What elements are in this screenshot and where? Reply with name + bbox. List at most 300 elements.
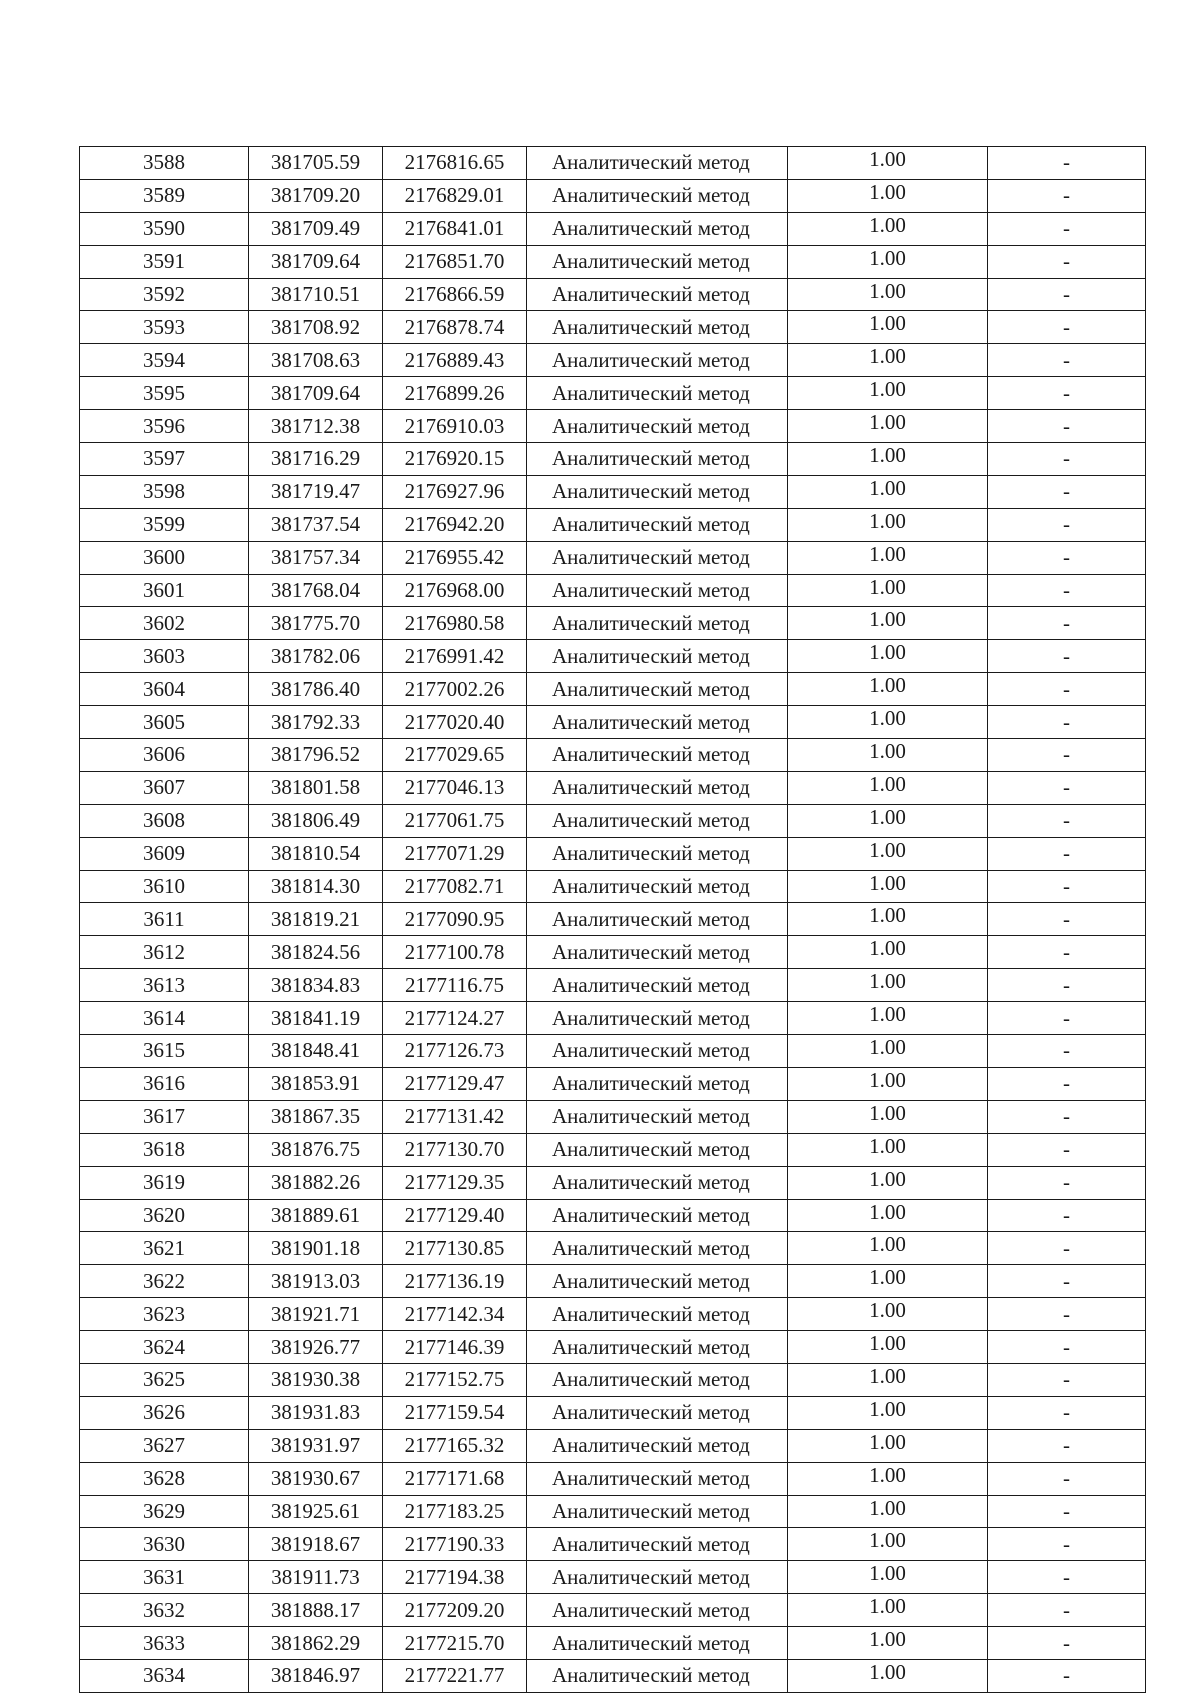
method-cell: Аналитический метод: [527, 1298, 788, 1331]
table-row: [80, 278, 1146, 311]
error-value-cell: 1.00: [788, 344, 988, 377]
x-coordinate-cell: 381876.75: [249, 1133, 383, 1166]
error-value-cell: 1.00: [788, 1528, 988, 1561]
method-cell: Аналитический метод: [527, 508, 788, 541]
method-cell: Аналитический метод: [527, 1331, 788, 1364]
y-coordinate-cell: 2177071.29: [383, 837, 527, 870]
point-number-cell: 3599: [80, 508, 249, 541]
x-coordinate-cell: 381814.30: [249, 870, 383, 903]
dash-cell: -: [988, 1594, 1146, 1627]
method-cell: Аналитический метод: [527, 1528, 788, 1561]
table-row: [80, 344, 1146, 377]
y-coordinate-cell: 2177130.70: [383, 1133, 527, 1166]
point-number-cell: 3625: [80, 1363, 249, 1396]
table-row: [80, 1232, 1146, 1265]
y-coordinate-cell: 2176889.43: [383, 344, 527, 377]
point-number-cell: 3612: [80, 936, 249, 969]
y-coordinate-cell: 2176927.96: [383, 475, 527, 508]
error-value-cell: 1.00: [788, 147, 988, 180]
y-coordinate-cell: 2177124.27: [383, 1002, 527, 1035]
dash-cell: -: [988, 443, 1146, 476]
method-cell: Аналитический метод: [527, 837, 788, 870]
dash-cell: -: [988, 969, 1146, 1002]
method-cell: Аналитический метод: [527, 1002, 788, 1035]
point-number-cell: 3601: [80, 574, 249, 607]
table-row: [80, 443, 1146, 476]
x-coordinate-cell: 381862.29: [249, 1627, 383, 1660]
dash-cell: -: [988, 179, 1146, 212]
point-number-cell: 3602: [80, 607, 249, 640]
dash-cell: -: [988, 1396, 1146, 1429]
method-cell: Аналитический метод: [527, 574, 788, 607]
x-coordinate-cell: 381848.41: [249, 1035, 383, 1068]
table-row: [80, 870, 1146, 903]
error-value-cell: 1.00: [788, 607, 988, 640]
point-number-cell: 3604: [80, 673, 249, 706]
point-number-cell: 3588: [80, 147, 249, 180]
point-number-cell: 3608: [80, 804, 249, 837]
y-coordinate-cell: 2177129.47: [383, 1067, 527, 1100]
method-cell: Аналитический метод: [527, 1232, 788, 1265]
table-row: [80, 1002, 1146, 1035]
point-number-cell: 3607: [80, 771, 249, 804]
point-number-cell: 3622: [80, 1265, 249, 1298]
method-cell: Аналитический метод: [527, 1396, 788, 1429]
y-coordinate-cell: 2177146.39: [383, 1331, 527, 1364]
dash-cell: -: [988, 1462, 1146, 1495]
error-value-cell: 1.00: [788, 1363, 988, 1396]
error-value-cell: 1.00: [788, 1265, 988, 1298]
x-coordinate-cell: 381709.49: [249, 212, 383, 245]
y-coordinate-cell: 2177061.75: [383, 804, 527, 837]
dash-cell: -: [988, 1265, 1146, 1298]
table-row: [80, 1265, 1146, 1298]
table-row: [80, 1659, 1146, 1692]
method-cell: Аналитический метод: [527, 673, 788, 706]
error-value-cell: 1.00: [788, 1594, 988, 1627]
dash-cell: -: [988, 837, 1146, 870]
table-row: [80, 1429, 1146, 1462]
error-value-cell: 1.00: [788, 1396, 988, 1429]
y-coordinate-cell: 2176942.20: [383, 508, 527, 541]
point-number-cell: 3633: [80, 1627, 249, 1660]
method-cell: Аналитический метод: [527, 1495, 788, 1528]
y-coordinate-cell: 2176829.01: [383, 179, 527, 212]
y-coordinate-cell: 2177165.32: [383, 1429, 527, 1462]
error-value-cell: 1.00: [788, 1627, 988, 1660]
error-value-cell: 1.00: [788, 1659, 988, 1692]
table-row: [80, 1396, 1146, 1429]
error-value-cell: 1.00: [788, 212, 988, 245]
dash-cell: -: [988, 870, 1146, 903]
dash-cell: -: [988, 607, 1146, 640]
table-row: [80, 245, 1146, 278]
y-coordinate-cell: 2177100.78: [383, 936, 527, 969]
error-value-cell: 1.00: [788, 1166, 988, 1199]
x-coordinate-cell: 381768.04: [249, 574, 383, 607]
dash-cell: -: [988, 1002, 1146, 1035]
dash-cell: -: [988, 1166, 1146, 1199]
error-value-cell: 1.00: [788, 1067, 988, 1100]
x-coordinate-cell: 381806.49: [249, 804, 383, 837]
x-coordinate-cell: 381925.61: [249, 1495, 383, 1528]
error-value-cell: 1.00: [788, 1232, 988, 1265]
error-value-cell: 1.00: [788, 574, 988, 607]
x-coordinate-cell: 381708.92: [249, 311, 383, 344]
x-coordinate-cell: 381931.97: [249, 1429, 383, 1462]
point-number-cell: 3614: [80, 1002, 249, 1035]
table-row: [80, 607, 1146, 640]
y-coordinate-cell: 2177171.68: [383, 1462, 527, 1495]
y-coordinate-cell: 2177116.75: [383, 969, 527, 1002]
table-row: [80, 1462, 1146, 1495]
x-coordinate-cell: 381867.35: [249, 1100, 383, 1133]
x-coordinate-cell: 381782.06: [249, 640, 383, 673]
y-coordinate-cell: 2177130.85: [383, 1232, 527, 1265]
table-row: [80, 311, 1146, 344]
dash-cell: -: [988, 739, 1146, 772]
method-cell: Аналитический метод: [527, 1133, 788, 1166]
error-value-cell: 1.00: [788, 1462, 988, 1495]
x-coordinate-cell: 381705.59: [249, 147, 383, 180]
dash-cell: -: [988, 1199, 1146, 1232]
point-number-cell: 3624: [80, 1331, 249, 1364]
table-row: [80, 212, 1146, 245]
x-coordinate-cell: 381921.71: [249, 1298, 383, 1331]
x-coordinate-cell: 381737.54: [249, 508, 383, 541]
method-cell: Аналитический метод: [527, 936, 788, 969]
dash-cell: -: [988, 147, 1146, 180]
method-cell: Аналитический метод: [527, 1035, 788, 1068]
dash-cell: -: [988, 640, 1146, 673]
method-cell: Аналитический метод: [527, 1166, 788, 1199]
y-coordinate-cell: 2177136.19: [383, 1265, 527, 1298]
point-number-cell: 3595: [80, 377, 249, 410]
point-number-cell: 3626: [80, 1396, 249, 1429]
error-value-cell: 1.00: [788, 1199, 988, 1232]
y-coordinate-cell: 2176851.70: [383, 245, 527, 278]
y-coordinate-cell: 2177183.25: [383, 1495, 527, 1528]
coordinates-table: [79, 146, 1146, 1693]
point-number-cell: 3611: [80, 903, 249, 936]
x-coordinate-cell: 381930.67: [249, 1462, 383, 1495]
point-number-cell: 3616: [80, 1067, 249, 1100]
x-coordinate-cell: 381775.70: [249, 607, 383, 640]
table-row: [80, 1133, 1146, 1166]
method-cell: Аналитический метод: [527, 1659, 788, 1692]
table-row: [80, 673, 1146, 706]
x-coordinate-cell: 381709.64: [249, 245, 383, 278]
y-coordinate-cell: 2177209.20: [383, 1594, 527, 1627]
point-number-cell: 3613: [80, 969, 249, 1002]
x-coordinate-cell: 381918.67: [249, 1528, 383, 1561]
dash-cell: -: [988, 1067, 1146, 1100]
method-cell: Аналитический метод: [527, 475, 788, 508]
dash-cell: -: [988, 936, 1146, 969]
x-coordinate-cell: 381712.38: [249, 410, 383, 443]
table-row: [80, 706, 1146, 739]
dash-cell: -: [988, 574, 1146, 607]
error-value-cell: 1.00: [788, 706, 988, 739]
dash-cell: -: [988, 771, 1146, 804]
y-coordinate-cell: 2177159.54: [383, 1396, 527, 1429]
point-number-cell: 3617: [80, 1100, 249, 1133]
table-row: [80, 1363, 1146, 1396]
error-value-cell: 1.00: [788, 936, 988, 969]
method-cell: Аналитический метод: [527, 607, 788, 640]
dash-cell: -: [988, 1331, 1146, 1364]
table-row: [80, 377, 1146, 410]
error-value-cell: 1.00: [788, 1035, 988, 1068]
error-value-cell: 1.00: [788, 1495, 988, 1528]
y-coordinate-cell: 2177029.65: [383, 739, 527, 772]
x-coordinate-cell: 381834.83: [249, 969, 383, 1002]
method-cell: Аналитический метод: [527, 903, 788, 936]
error-value-cell: 1.00: [788, 640, 988, 673]
method-cell: Аналитический метод: [527, 377, 788, 410]
dash-cell: -: [988, 1035, 1146, 1068]
point-number-cell: 3598: [80, 475, 249, 508]
error-value-cell: 1.00: [788, 541, 988, 574]
y-coordinate-cell: 2177082.71: [383, 870, 527, 903]
dash-cell: -: [988, 1528, 1146, 1561]
table-row: [80, 1199, 1146, 1232]
point-number-cell: 3590: [80, 212, 249, 245]
x-coordinate-cell: 381709.20: [249, 179, 383, 212]
error-value-cell: 1.00: [788, 969, 988, 1002]
method-cell: Аналитический метод: [527, 1429, 788, 1462]
x-coordinate-cell: 381824.56: [249, 936, 383, 969]
point-number-cell: 3619: [80, 1166, 249, 1199]
point-number-cell: 3632: [80, 1594, 249, 1627]
table-row: [80, 1561, 1146, 1594]
method-cell: Аналитический метод: [527, 278, 788, 311]
x-coordinate-cell: 381841.19: [249, 1002, 383, 1035]
dash-cell: -: [988, 903, 1146, 936]
method-cell: Аналитический метод: [527, 1199, 788, 1232]
dash-cell: -: [988, 1100, 1146, 1133]
point-number-cell: 3593: [80, 311, 249, 344]
table-row: [80, 804, 1146, 837]
table-row: [80, 1331, 1146, 1364]
point-number-cell: 3603: [80, 640, 249, 673]
x-coordinate-cell: 381889.61: [249, 1199, 383, 1232]
point-number-cell: 3594: [80, 344, 249, 377]
error-value-cell: 1.00: [788, 739, 988, 772]
table-row: [80, 1298, 1146, 1331]
point-number-cell: 3605: [80, 706, 249, 739]
method-cell: Аналитический метод: [527, 706, 788, 739]
point-number-cell: 3630: [80, 1528, 249, 1561]
error-value-cell: 1.00: [788, 1429, 988, 1462]
y-coordinate-cell: 2177129.40: [383, 1199, 527, 1232]
method-cell: Аналитический метод: [527, 1462, 788, 1495]
y-coordinate-cell: 2177129.35: [383, 1166, 527, 1199]
point-number-cell: 3623: [80, 1298, 249, 1331]
y-coordinate-cell: 2176980.58: [383, 607, 527, 640]
table-row: [80, 1495, 1146, 1528]
x-coordinate-cell: 381792.33: [249, 706, 383, 739]
table-row: [80, 936, 1146, 969]
point-number-cell: 3600: [80, 541, 249, 574]
method-cell: Аналитический метод: [527, 541, 788, 574]
error-value-cell: 1.00: [788, 903, 988, 936]
y-coordinate-cell: 2177020.40: [383, 706, 527, 739]
method-cell: Аналитический метод: [527, 147, 788, 180]
error-value-cell: 1.00: [788, 837, 988, 870]
error-value-cell: 1.00: [788, 377, 988, 410]
method-cell: Аналитический метод: [527, 1067, 788, 1100]
error-value-cell: 1.00: [788, 771, 988, 804]
x-coordinate-cell: 381716.29: [249, 443, 383, 476]
error-value-cell: 1.00: [788, 443, 988, 476]
point-number-cell: 3618: [80, 1133, 249, 1166]
method-cell: Аналитический метод: [527, 870, 788, 903]
dash-cell: -: [988, 1627, 1146, 1660]
table-row: [80, 410, 1146, 443]
x-coordinate-cell: 381901.18: [249, 1232, 383, 1265]
error-value-cell: 1.00: [788, 1133, 988, 1166]
point-number-cell: 3597: [80, 443, 249, 476]
dash-cell: -: [988, 541, 1146, 574]
dash-cell: -: [988, 344, 1146, 377]
error-value-cell: 1.00: [788, 1002, 988, 1035]
x-coordinate-cell: 381888.17: [249, 1594, 383, 1627]
table-row: [80, 1594, 1146, 1627]
method-cell: Аналитический метод: [527, 212, 788, 245]
error-value-cell: 1.00: [788, 410, 988, 443]
error-value-cell: 1.00: [788, 311, 988, 344]
x-coordinate-cell: 381710.51: [249, 278, 383, 311]
method-cell: Аналитический метод: [527, 344, 788, 377]
method-cell: Аналитический метод: [527, 640, 788, 673]
dash-cell: -: [988, 1561, 1146, 1594]
point-number-cell: 3606: [80, 739, 249, 772]
table-row: [80, 640, 1146, 673]
dash-cell: -: [988, 1659, 1146, 1692]
table-row: [80, 771, 1146, 804]
table-row: [80, 1627, 1146, 1660]
y-coordinate-cell: 2177215.70: [383, 1627, 527, 1660]
y-coordinate-cell: 2176899.26: [383, 377, 527, 410]
x-coordinate-cell: 381757.34: [249, 541, 383, 574]
error-value-cell: 1.00: [788, 245, 988, 278]
y-coordinate-cell: 2177221.77: [383, 1659, 527, 1692]
y-coordinate-cell: 2176920.15: [383, 443, 527, 476]
y-coordinate-cell: 2177131.42: [383, 1100, 527, 1133]
y-coordinate-cell: 2177002.26: [383, 673, 527, 706]
error-value-cell: 1.00: [788, 475, 988, 508]
table-row: [80, 739, 1146, 772]
y-coordinate-cell: 2177194.38: [383, 1561, 527, 1594]
x-coordinate-cell: 381853.91: [249, 1067, 383, 1100]
y-coordinate-cell: 2177090.95: [383, 903, 527, 936]
error-value-cell: 1.00: [788, 1298, 988, 1331]
method-cell: Аналитический метод: [527, 739, 788, 772]
dash-cell: -: [988, 311, 1146, 344]
coordinates-table-body: [80, 147, 1146, 1693]
dash-cell: -: [988, 673, 1146, 706]
x-coordinate-cell: 381786.40: [249, 673, 383, 706]
dash-cell: -: [988, 278, 1146, 311]
method-cell: Аналитический метод: [527, 179, 788, 212]
x-coordinate-cell: 381911.73: [249, 1561, 383, 1594]
dash-cell: -: [988, 508, 1146, 541]
error-value-cell: 1.00: [788, 1331, 988, 1364]
error-value-cell: 1.00: [788, 870, 988, 903]
point-number-cell: 3615: [80, 1035, 249, 1068]
dash-cell: -: [988, 804, 1146, 837]
table-row: [80, 1067, 1146, 1100]
x-coordinate-cell: 381931.83: [249, 1396, 383, 1429]
table-row: [80, 837, 1146, 870]
point-number-cell: 3621: [80, 1232, 249, 1265]
dash-cell: -: [988, 706, 1146, 739]
method-cell: Аналитический метод: [527, 1561, 788, 1594]
table-row: [80, 903, 1146, 936]
method-cell: Аналитический метод: [527, 1594, 788, 1627]
method-cell: Аналитический метод: [527, 969, 788, 1002]
point-number-cell: 3627: [80, 1429, 249, 1462]
table-row: [80, 574, 1146, 607]
y-coordinate-cell: 2177152.75: [383, 1363, 527, 1396]
point-number-cell: 3610: [80, 870, 249, 903]
table-row: [80, 508, 1146, 541]
x-coordinate-cell: 381846.97: [249, 1659, 383, 1692]
y-coordinate-cell: 2176968.00: [383, 574, 527, 607]
point-number-cell: 3634: [80, 1659, 249, 1692]
y-coordinate-cell: 2177190.33: [383, 1528, 527, 1561]
method-cell: Аналитический метод: [527, 1100, 788, 1133]
x-coordinate-cell: 381719.47: [249, 475, 383, 508]
method-cell: Аналитический метод: [527, 1627, 788, 1660]
dash-cell: -: [988, 475, 1146, 508]
error-value-cell: 1.00: [788, 1561, 988, 1594]
error-value-cell: 1.00: [788, 673, 988, 706]
method-cell: Аналитический метод: [527, 771, 788, 804]
dash-cell: -: [988, 410, 1146, 443]
x-coordinate-cell: 381819.21: [249, 903, 383, 936]
error-value-cell: 1.00: [788, 508, 988, 541]
x-coordinate-cell: 381796.52: [249, 739, 383, 772]
y-coordinate-cell: 2176866.59: [383, 278, 527, 311]
method-cell: Аналитический метод: [527, 804, 788, 837]
y-coordinate-cell: 2176991.42: [383, 640, 527, 673]
point-number-cell: 3596: [80, 410, 249, 443]
dash-cell: -: [988, 1298, 1146, 1331]
table-row: [80, 969, 1146, 1002]
y-coordinate-cell: 2176841.01: [383, 212, 527, 245]
x-coordinate-cell: 381810.54: [249, 837, 383, 870]
table-row: [80, 541, 1146, 574]
dash-cell: -: [988, 212, 1146, 245]
y-coordinate-cell: 2177126.73: [383, 1035, 527, 1068]
method-cell: Аналитический метод: [527, 245, 788, 278]
x-coordinate-cell: 381709.64: [249, 377, 383, 410]
table-row: [80, 475, 1146, 508]
point-number-cell: 3609: [80, 837, 249, 870]
error-value-cell: 1.00: [788, 179, 988, 212]
x-coordinate-cell: 381913.03: [249, 1265, 383, 1298]
method-cell: Аналитический метод: [527, 443, 788, 476]
x-coordinate-cell: 381930.38: [249, 1363, 383, 1396]
point-number-cell: 3592: [80, 278, 249, 311]
point-number-cell: 3628: [80, 1462, 249, 1495]
dash-cell: -: [988, 377, 1146, 410]
point-number-cell: 3591: [80, 245, 249, 278]
point-number-cell: 3589: [80, 179, 249, 212]
method-cell: Аналитический метод: [527, 1363, 788, 1396]
